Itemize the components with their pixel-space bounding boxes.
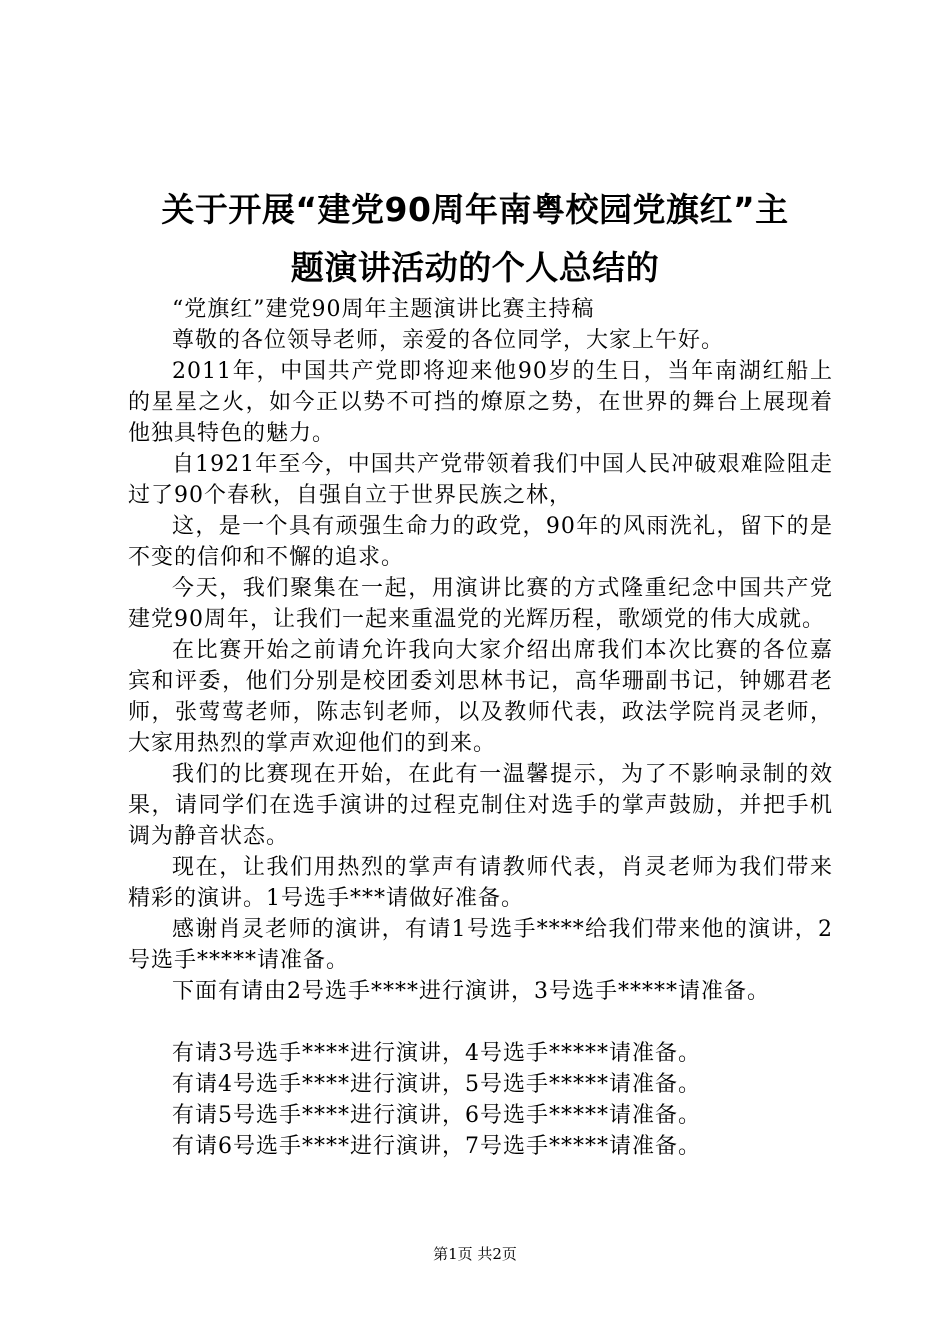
paragraph: 今天，我们聚集在一起，用演讲比赛的方式隆重纪念中国共产党建党90周年，让我们一起来重温党的光辉历程，歌颂党的伟大成就。 bbox=[128, 576, 833, 632]
paragraph: 现在，让我们用热烈的掌声有请教师代表，肖灵老师为我们带来精彩的演讲。1号选手***请做好准备。 bbox=[128, 855, 833, 911]
paragraph: 在比赛开始之前请允许我向大家介绍出席我们本次比赛的各位嘉宾和评委，他们分别是校团委刘思林书记，高华珊副书记，钟娜君老师，张莺莺老师，陈志钊老师，以及教师代表，政法学院肖灵老师，大家用热烈的掌声欢迎他们的到来。 bbox=[128, 638, 833, 756]
list-item: 有请5号选手****进行演讲，6号选手*****请准备。 bbox=[172, 1103, 701, 1128]
paragraph: 2011年，中国共产党即将迎来他90岁的生日，当年南湖红船上的星星之火，如今正以势不可挡的燎原之势，在世界的舞台上展现着他独具特色的魅力。 bbox=[128, 359, 833, 446]
document-title-line-1: 关于开展“建党90周年南粤校园党旗红”主 bbox=[161, 190, 789, 229]
page-number: 第1页 共2页 bbox=[433, 1245, 517, 1263]
paragraph: 下面有请由2号选手****进行演讲，3号选手*****请准备。 bbox=[172, 979, 770, 1004]
document-title-line-2: 题演讲活动的个人总结的 bbox=[290, 248, 660, 287]
paragraph: 尊敬的各位领导老师，亲爱的各位同学，大家上午好。 bbox=[172, 328, 725, 353]
paragraph: 这，是一个具有顽强生命力的政党，90年的风雨洗礼，留下的是不变的信仰和不懈的追求。 bbox=[128, 514, 833, 570]
paragraph: 自1921年至今，中国共产党带领着我们中国人民冲破艰难险阻走过了90个春秋，自强自立于世界民族之林， bbox=[128, 452, 833, 508]
paragraph: 我们的比赛现在开始，在此有一温馨提示，为了不影响录制的效果，请同学们在选手演讲的过程克制住对选手的掌声鼓励，并把手机调为静音状态。 bbox=[128, 762, 833, 849]
paragraph-subtitle: “党旗红”建党90周年主题演讲比赛主持稿 bbox=[172, 297, 595, 322]
list-item: 有请6号选手****进行演讲，7号选手*****请准备。 bbox=[172, 1134, 701, 1159]
list-item: 有请3号选手****进行演讲，4号选手*****请准备。 bbox=[172, 1041, 701, 1066]
list-item: 有请4号选手****进行演讲，5号选手*****请准备。 bbox=[172, 1072, 701, 1097]
paragraph: 感谢肖灵老师的演讲，有请1号选手****给我们带来他的演讲，2号选手*****请准备。 bbox=[128, 917, 833, 973]
document-body bbox=[128, 294, 833, 1162]
